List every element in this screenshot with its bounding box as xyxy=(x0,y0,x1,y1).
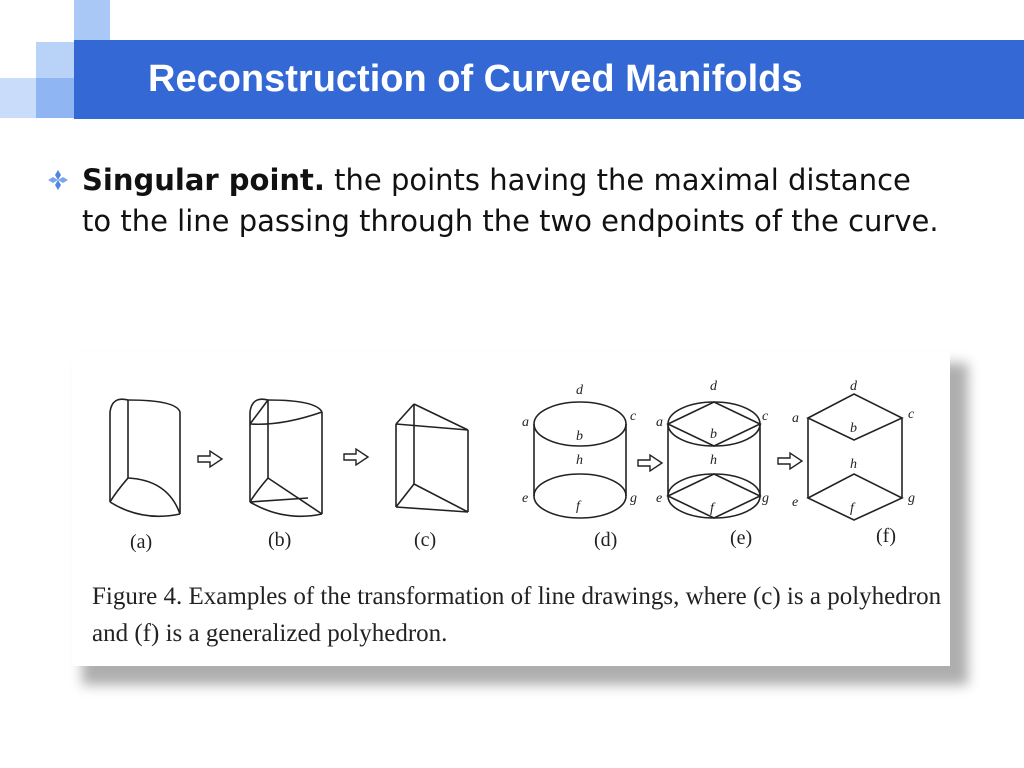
vertex-label: a xyxy=(792,411,799,426)
vertex-label: e xyxy=(522,491,529,506)
vertex-label: g xyxy=(630,491,637,506)
vertex-label: g xyxy=(762,491,769,506)
right-arrow-icon xyxy=(344,449,368,465)
vertex-label: a xyxy=(656,415,663,430)
decor-square xyxy=(74,0,110,42)
vertex-label: d xyxy=(576,383,583,398)
bullet-term: Singular point. xyxy=(82,163,325,197)
vertex-label: b xyxy=(576,429,583,444)
vertex-label: h xyxy=(710,453,717,468)
vertex-label: h xyxy=(850,457,857,472)
vertex-label: h xyxy=(576,453,583,468)
vertex-label: e xyxy=(656,491,663,506)
vertex-label: c xyxy=(630,409,637,424)
vertex-label: c xyxy=(908,407,915,422)
vertex-label: c xyxy=(762,409,769,424)
drawing-a xyxy=(110,399,180,516)
drawing-c xyxy=(396,404,468,512)
bullet-description: the points having the maximal distance to the line passing through the two endpoints of the curve. xyxy=(82,163,939,238)
drawing-b xyxy=(250,399,322,516)
vertex-label: e xyxy=(792,495,799,510)
vertex-label: f xyxy=(710,501,714,516)
vertex-label: d xyxy=(710,379,717,394)
right-arrow-icon xyxy=(638,455,662,471)
vertex-label: b xyxy=(850,421,857,436)
vertex-label: f xyxy=(850,501,854,516)
vertex-label: g xyxy=(908,491,915,506)
panel-label-d: (d) xyxy=(594,529,618,551)
right-arrow-icon xyxy=(198,451,222,467)
vertex-label: a xyxy=(522,415,529,430)
panel-label-c: (c) xyxy=(414,529,437,551)
figure-image xyxy=(72,352,950,666)
panel-label-a: (a) xyxy=(130,531,153,553)
vertex-label: b xyxy=(710,427,717,442)
figure-caption: Figure 4. Examples of the transformation of line drawings, where (c) is a polyhedron and (f) is a generalized polyhedron. xyxy=(92,583,942,647)
bullet-text xyxy=(82,160,942,242)
diamond-bullet-icon xyxy=(46,168,70,192)
decor-square xyxy=(0,78,36,118)
panel-label-f: (f) xyxy=(876,525,896,547)
decor-square xyxy=(36,78,74,118)
right-arrow-icon xyxy=(778,453,802,469)
panel-label-b: (b) xyxy=(268,529,292,551)
vertex-label: d xyxy=(850,379,857,394)
vertex-label: f xyxy=(576,499,580,514)
slide-title: Reconstruction of Curved Manifolds xyxy=(148,58,803,100)
panel-label-e: (e) xyxy=(730,527,753,549)
